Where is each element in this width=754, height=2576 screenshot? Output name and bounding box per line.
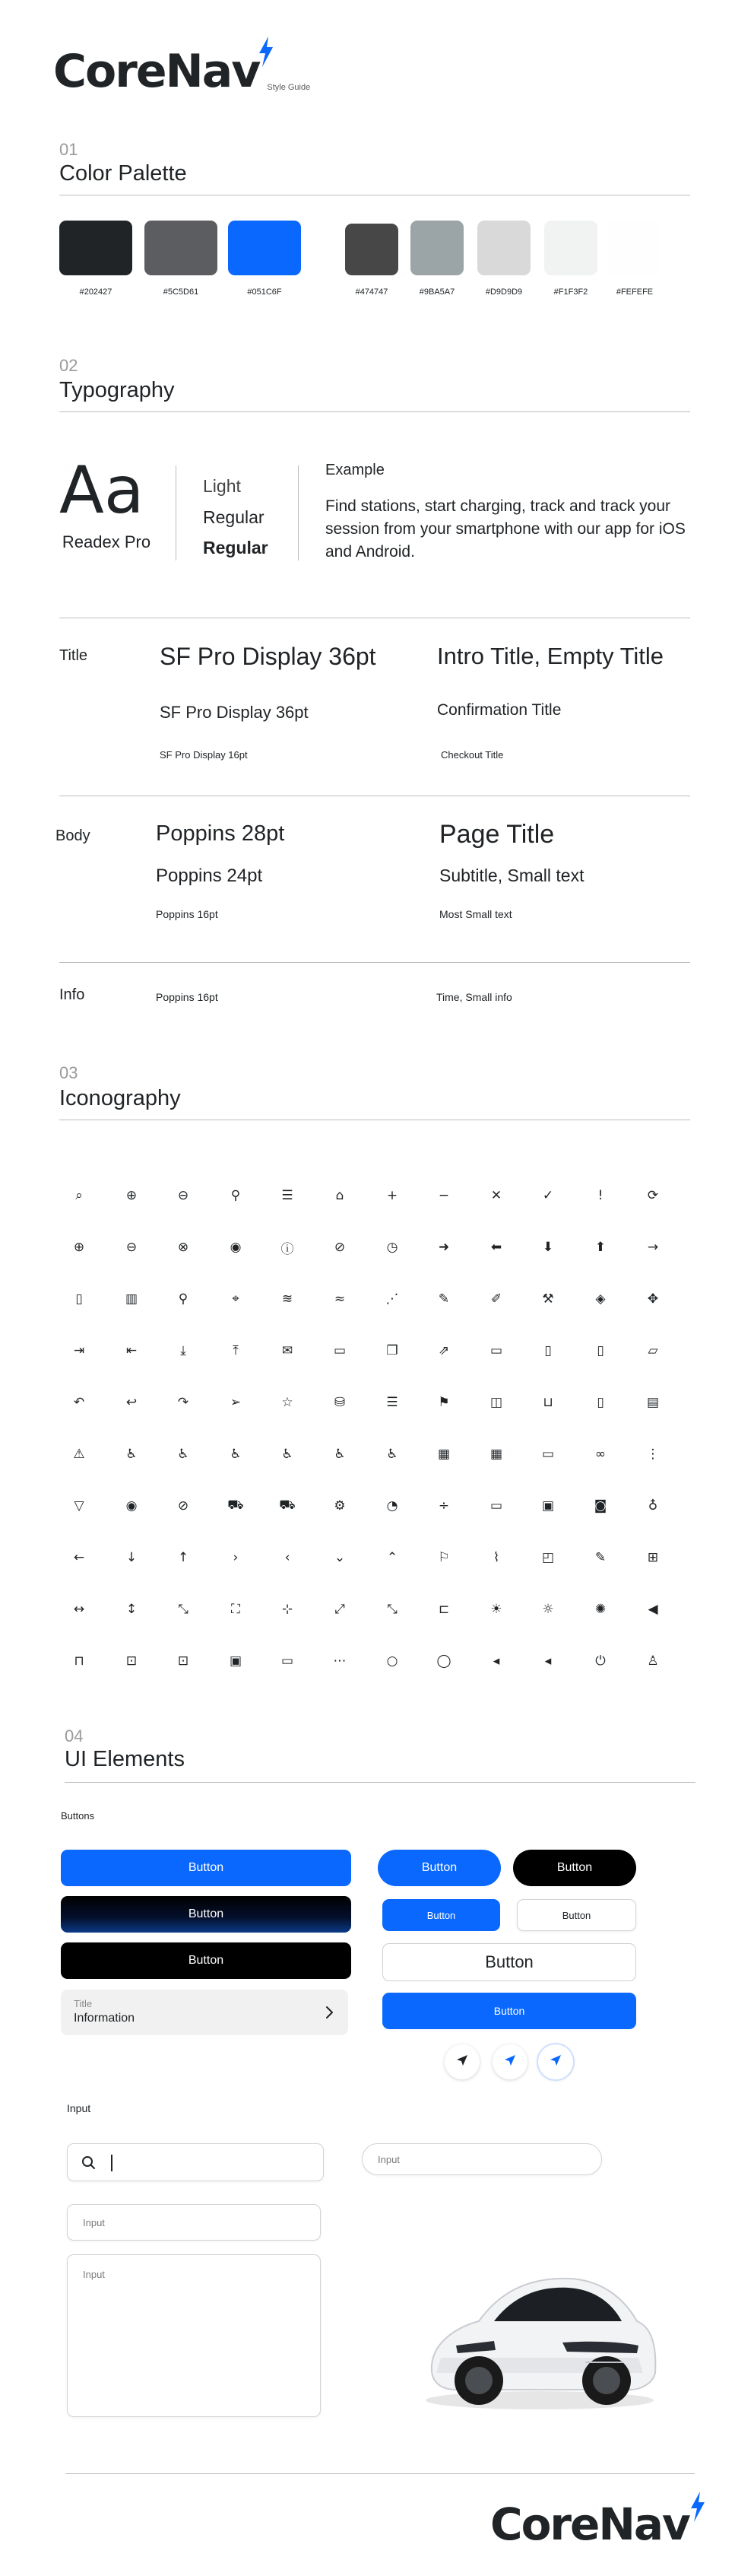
- maximize-icon: ⤢: [334, 1602, 345, 1617]
- seat-person-icon: ♿: [334, 1447, 346, 1462]
- chat-round-icon: ○: [386, 1653, 398, 1669]
- color-swatch: [477, 221, 531, 275]
- title-spec-small: SF Pro Display 16pt: [160, 749, 248, 761]
- ticket-icon: ▭: [489, 1498, 503, 1514]
- minimize-icon: ⤡: [387, 1602, 398, 1617]
- body-spec-large: Poppins 28pt: [156, 821, 285, 846]
- login-icon: ⇥: [73, 1343, 85, 1358]
- search-icon: [81, 2155, 97, 2173]
- section-number: 03: [59, 1063, 78, 1082]
- color-swatch: [144, 221, 217, 275]
- redo-icon: ↷: [177, 1395, 189, 1410]
- arrows-vertical-icon: ↕: [125, 1602, 138, 1617]
- search-icon: ⌕: [75, 1188, 83, 1203]
- title-sample-large: Intro Title, Empty Title: [437, 643, 664, 669]
- pill-input-placeholder: Input: [378, 2154, 400, 2165]
- pin-icon: ⚲: [178, 1291, 188, 1307]
- weight-light: Light: [203, 476, 241, 496]
- arrow-right-icon: →: [647, 1240, 659, 1255]
- color-swatch-label: #D9D9D9: [485, 287, 523, 297]
- external-link-icon: ⇗: [438, 1343, 450, 1358]
- send-icon: ➢: [230, 1395, 242, 1410]
- chevron-right-icon: [323, 2005, 335, 2024]
- body-row-label: Body: [55, 827, 90, 844]
- title-row-label: Title: [59, 647, 88, 664]
- logo-text: CoreNav: [53, 45, 260, 98]
- section-title: Typography: [59, 378, 175, 402]
- x-circle-icon: ⊗: [177, 1240, 189, 1255]
- wifi-low-icon: ≈: [334, 1291, 346, 1307]
- nav-button-dark[interactable]: [445, 2044, 480, 2079]
- dark-button[interactable]: Button: [61, 1942, 351, 1979]
- color-swatch-label: #F1F3F2: [553, 287, 588, 297]
- refresh-icon: ⟳: [647, 1188, 659, 1203]
- bolt-icon: [258, 37, 274, 71]
- color-swatch: [544, 221, 597, 275]
- footer-logo: [490, 2492, 706, 2549]
- upload-icon: ⤒: [233, 1343, 239, 1358]
- monitor-icon: ▭: [489, 1343, 503, 1358]
- image-lock-icon: ▣: [229, 1653, 242, 1669]
- arrows-diagonal-icon: ⤡: [178, 1602, 188, 1617]
- gradient-button[interactable]: Button: [61, 1896, 351, 1933]
- cart-icon: ⛟: [227, 1498, 244, 1513]
- bag-icon: ⊓: [74, 1653, 84, 1669]
- sun-icon: ☀: [490, 1602, 502, 1617]
- chat-square-icon: ▭: [280, 1653, 294, 1669]
- home-icon: ⌂: [335, 1188, 344, 1203]
- nav-button-active[interactable]: [538, 2044, 573, 2079]
- color-swatch-label: #FEFEFE: [616, 287, 654, 297]
- ban-icon: ⊘: [334, 1240, 346, 1255]
- section-title: Iconography: [59, 1086, 181, 1110]
- eyedropper-icon: ⚒: [542, 1291, 554, 1307]
- color-swatch-label: #9BA5A7: [419, 287, 455, 297]
- info-row-label: Info: [59, 986, 85, 1003]
- body-sample-large: Page Title: [439, 820, 555, 849]
- database-icon: ⛁: [334, 1395, 346, 1410]
- alert-circle-icon: ⓘ: [280, 1241, 294, 1257]
- calendar-grid-icon: ▦: [489, 1447, 503, 1462]
- list-item-value: Information: [74, 2012, 135, 2025]
- cube-icon: ◫: [489, 1395, 503, 1410]
- large-outline-button[interactable]: Button: [382, 1943, 636, 1981]
- input-label: Input: [67, 2102, 91, 2114]
- pill-dark-button[interactable]: Button: [513, 1850, 636, 1886]
- volume-high-icon: ◂: [544, 1653, 552, 1669]
- exclamation-icon: !: [597, 1188, 604, 1203]
- menu-icon: ☰: [281, 1188, 293, 1203]
- chevron-down-icon: ⌄: [334, 1550, 346, 1565]
- reply-all-icon: ↩: [125, 1395, 138, 1410]
- body-sample-medium: Subtitle, Small text: [439, 866, 585, 885]
- type-sample: Aa: [59, 453, 144, 529]
- divide-icon: ÷: [438, 1498, 450, 1514]
- section-number: 04: [65, 1726, 84, 1745]
- section-title: UI Elements: [65, 1747, 185, 1771]
- camera-icon: ◙: [594, 1498, 607, 1514]
- trash-icon: ▯: [75, 1291, 83, 1307]
- arrow-left-icon: ←: [73, 1550, 85, 1565]
- footer-divider: [65, 2473, 695, 2474]
- info-sample: Time, Small info: [436, 991, 512, 1003]
- color-swatch: [410, 221, 464, 275]
- list-item-button[interactable]: [61, 1990, 348, 2035]
- eye-icon: ◉: [125, 1498, 138, 1514]
- accessibility-icon: ♿: [386, 1447, 398, 1462]
- locate-icon: ◈: [595, 1291, 606, 1307]
- settings-icon: ⚙: [334, 1498, 346, 1514]
- color-swatch: [608, 221, 661, 275]
- section-title: Color Palette: [59, 161, 187, 186]
- arrow-down-icon: ↓: [125, 1550, 138, 1565]
- zoom-in-icon: ⊕: [125, 1188, 138, 1203]
- header-logo: [53, 37, 310, 97]
- bookmark-icon: ⚑: [438, 1395, 450, 1410]
- chat-dots-icon: ⋯: [333, 1653, 347, 1669]
- unlock-icon: ⊡: [177, 1653, 189, 1669]
- edit-icon: ✐: [490, 1291, 502, 1307]
- color-swatch: [345, 224, 398, 275]
- grid-icon: ⊞: [647, 1550, 659, 1565]
- text-input[interactable]: [67, 2204, 321, 2241]
- file-icon: ▯: [597, 1395, 604, 1410]
- nav-button-blue[interactable]: [493, 2044, 527, 2079]
- eye-off-icon: ⊘: [177, 1498, 189, 1514]
- download-icon: ⤓: [180, 1343, 186, 1358]
- fullscreen-exit-icon: ⊹: [281, 1602, 293, 1617]
- walk-icon: ♙: [647, 1653, 659, 1669]
- chat-bubble-icon: ◯: [436, 1653, 451, 1669]
- fullscreen-icon: ⛶: [231, 1602, 240, 1617]
- inbox-icon: ⊔: [543, 1395, 553, 1410]
- phone-icon: ▯: [597, 1343, 604, 1358]
- small-primary-button[interactable]: Button: [382, 1899, 500, 1931]
- arrow-down-circle-icon: ⬇: [542, 1240, 554, 1255]
- navigation-arrow-icon: [455, 2053, 469, 2071]
- type-font-name: Readex Pro: [62, 532, 151, 551]
- bed-icon: ⊏: [438, 1602, 450, 1617]
- arrow-right-circle-icon: ➜: [438, 1240, 450, 1255]
- color-swatch: [59, 221, 132, 275]
- text-cursor: [111, 2155, 112, 2171]
- weight-regular-bold: Regular: [203, 538, 268, 557]
- section-number: 02: [59, 356, 78, 375]
- color-swatch-label: #474747: [355, 287, 388, 297]
- volume-off-icon: ◀: [648, 1602, 658, 1617]
- power-icon: ⏻: [595, 1653, 606, 1669]
- plus-circle-icon: ⊕: [73, 1240, 85, 1255]
- text-input-placeholder: Input: [83, 2217, 105, 2228]
- save-icon: ▣: [541, 1498, 555, 1514]
- sun-medium-icon: ☼: [542, 1602, 554, 1617]
- search-input[interactable]: [67, 2143, 324, 2181]
- title-sample-medium: Confirmation Title: [437, 701, 562, 719]
- wide-primary-button[interactable]: Button: [382, 1993, 636, 2029]
- move-icon: ✥: [647, 1291, 659, 1307]
- navigation-arrow-icon: [503, 2053, 517, 2071]
- bolt-icon: [689, 2492, 706, 2526]
- logout-icon: ⇤: [125, 1343, 138, 1358]
- paperclip-icon: ⌇: [493, 1550, 500, 1565]
- title-spec-large: SF Pro Display 36pt: [160, 643, 376, 670]
- calendar-icon: ▦: [437, 1447, 451, 1462]
- example-label: Example: [325, 462, 385, 478]
- document-icon: ▤: [646, 1395, 660, 1410]
- pen-icon: ✎: [438, 1291, 450, 1307]
- arrow-up-circle-icon: ⬆: [594, 1240, 607, 1255]
- header-subtitle: Style Guide: [267, 83, 311, 92]
- lock-icon: ⊡: [125, 1653, 138, 1669]
- glasses-icon: ∞: [594, 1447, 607, 1462]
- arrows-horizontal-icon: ↔: [73, 1602, 85, 1617]
- flag-icon: ⚐: [438, 1550, 450, 1565]
- microphone-icon: ♁: [648, 1498, 658, 1514]
- minus-circle-icon: ⊖: [125, 1240, 138, 1255]
- warning-icon: ⚠: [73, 1447, 85, 1462]
- sun-small-icon: ✺: [594, 1602, 607, 1617]
- arrow-left-circle-icon: ⬅: [490, 1240, 502, 1255]
- folder-open-icon: ▱: [648, 1343, 658, 1358]
- undo-icon: ↶: [73, 1395, 85, 1410]
- chart-pie-icon: ◔: [386, 1498, 398, 1514]
- database-stack-icon: ☰: [386, 1395, 398, 1410]
- primary-button[interactable]: Button: [61, 1850, 351, 1886]
- color-swatch: [228, 221, 301, 275]
- star-icon: ☆: [281, 1395, 293, 1410]
- list-item-title: Title: [74, 1998, 93, 2009]
- note-icon: ◰: [541, 1550, 555, 1565]
- type-divider: [298, 465, 299, 561]
- close-icon: ✕: [490, 1188, 502, 1203]
- check-icon: ✓: [542, 1188, 554, 1203]
- check-circle-icon: ◉: [230, 1240, 242, 1255]
- zoom-out-icon: ⊖: [177, 1188, 189, 1203]
- navigation-arrow-icon: [549, 2053, 562, 2071]
- small-outline-button[interactable]: Button: [517, 1899, 636, 1931]
- wifi-icon: ≋: [281, 1291, 293, 1307]
- body-spec-small: Poppins 16pt: [156, 908, 218, 920]
- section-number: 01: [59, 140, 78, 159]
- plus-icon: +: [386, 1188, 398, 1203]
- pill-input[interactable]: [362, 2143, 602, 2175]
- copy-icon: ❐: [386, 1343, 398, 1358]
- filter-icon: ▽: [74, 1498, 84, 1514]
- type-divider: [59, 962, 690, 963]
- car-image: [410, 2251, 661, 2411]
- chevron-left-icon: ‹: [284, 1550, 290, 1565]
- folder-icon: ▭: [333, 1343, 347, 1358]
- buttons-label: Buttons: [61, 1810, 95, 1822]
- textarea-input[interactable]: [67, 2254, 321, 2417]
- user-icon: ⚲: [230, 1188, 241, 1203]
- color-swatch-label: #202427: [79, 287, 112, 297]
- mail-icon: ✉: [281, 1343, 293, 1358]
- example-text: Find stations, start charging, track and track your session from your smartphone with our app for iOS and Android.: [325, 497, 686, 561]
- edit-square-icon: ✎: [594, 1550, 607, 1565]
- chevron-up-icon: ⌃: [386, 1550, 398, 1565]
- title-sample-small: Checkout Title: [441, 749, 504, 761]
- seat-icon: ♿: [125, 1447, 138, 1462]
- info-spec: Poppins 16pt: [156, 991, 218, 1003]
- body-spec-medium: Poppins 24pt: [156, 866, 263, 886]
- arrow-up-icon: ↑: [177, 1550, 189, 1565]
- chevron-right-icon: ›: [233, 1550, 239, 1565]
- minus-icon: −: [438, 1188, 450, 1203]
- more-vertical-icon: ⋮: [646, 1447, 660, 1462]
- textarea-placeholder: Input: [83, 2269, 105, 2280]
- volume-low-icon: ◂: [493, 1653, 500, 1669]
- seat-recline-icon: ♿: [177, 1447, 189, 1462]
- cart-add-icon: ⛟: [279, 1498, 296, 1513]
- map-pin-icon: ⌖: [232, 1291, 239, 1307]
- seat-back-icon: ♿: [230, 1447, 242, 1462]
- color-swatch-label: #5C5D61: [163, 287, 199, 297]
- logo-text: CoreNav: [490, 2498, 689, 2550]
- weight-regular: Regular: [203, 507, 265, 527]
- title-spec-medium: SF Pro Display 36pt: [160, 703, 309, 722]
- section-divider: [59, 411, 690, 412]
- tablet-icon: ▯: [544, 1343, 552, 1358]
- pill-primary-button[interactable]: Button: [378, 1850, 501, 1886]
- rss-icon: ⋰: [385, 1291, 399, 1307]
- seat-adjust-icon: ♿: [281, 1447, 293, 1462]
- calendar-blank-icon: ▭: [541, 1447, 555, 1462]
- color-swatch-label: #051C6F: [247, 287, 282, 297]
- map-icon: ▥: [125, 1291, 138, 1307]
- section-divider: [65, 1782, 695, 1783]
- body-sample-small: Most Small text: [439, 908, 512, 920]
- clock-icon: ◷: [386, 1240, 398, 1255]
